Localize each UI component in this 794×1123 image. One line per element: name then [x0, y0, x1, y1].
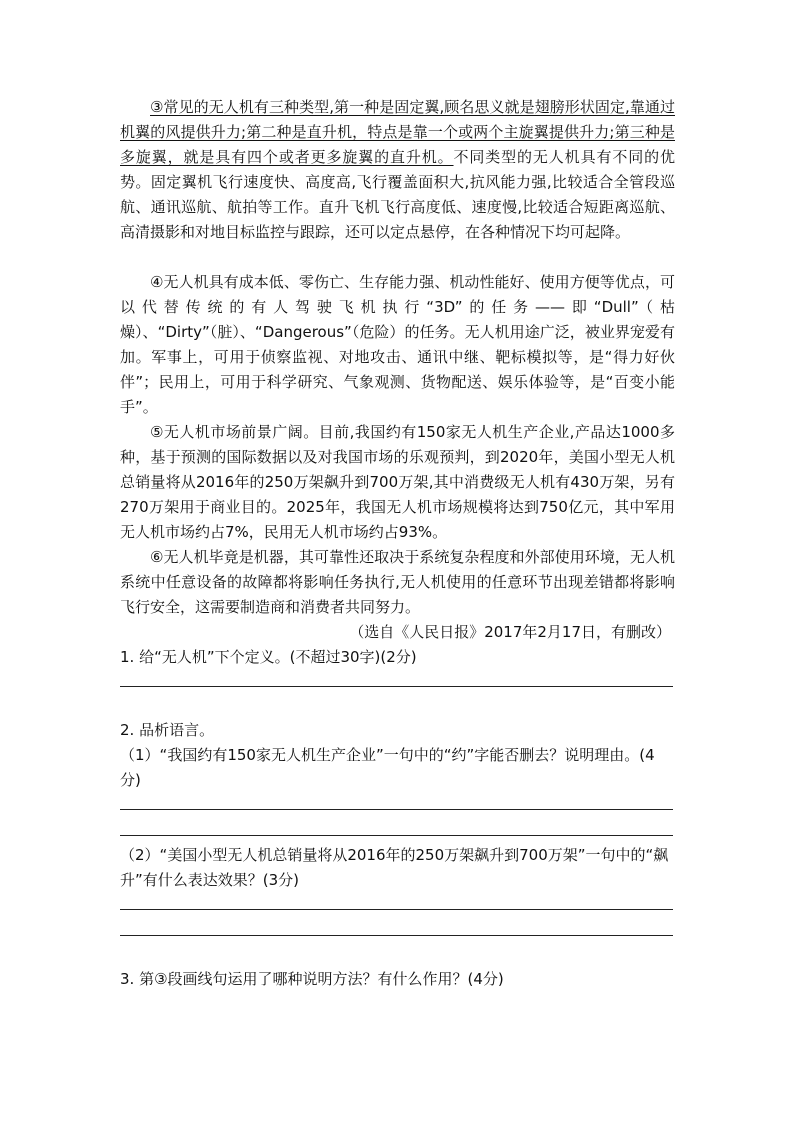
- underlined-sentence: ③常见的无人机有三种类型,第一种是固定翼,顾名思义就是翅膀形状固定,靠通过机翼的风提供升力;第二种是直升机，特点是靠一个或两个主旋翼提供升力;第三种是多旋翼，就是具有四个或者更多旋翼的直升机。: [120, 98, 675, 166]
- paragraph-3: [120, 95, 675, 245]
- answer-line[interactable]: [120, 909, 673, 910]
- question-2-1: （1）“我国约有150家无人机生产企业”一句中的“约”字能否删去？说明理由。(4分): [120, 746, 655, 789]
- question-1: 1. 给“无人机”下个定义。(不超过30字)(2分): [120, 648, 417, 666]
- source-citation: （选自《人民日报》2017年2月17日，有删改）: [349, 623, 671, 641]
- paragraph-3-rest: 不同类型的无人机具有不同的优势。固定翼机飞行速度快、高度高,飞行覆盖面积大,抗风能力强,比较适合全管段巡航、通讯巡航、航拍等工作。直升飞机飞行高度低、速度慢,比较适合短距离巡航、高清摄影和对地目标监控与跟踪，还可以定点悬停，在各种情况下均可起降。: [120, 148, 675, 241]
- question-2-2: （2）“美国小型无人机总销量将从2016年的250万架飙升到700万架”一句中的“飙升”有什么表达效果？(3分): [120, 846, 669, 889]
- paragraph-4: ④无人机具有成本低、零伤亡、生存能力强、机动性能好、使用方便等优点，可以代替传统的有人驾驶飞机执行“3D”的任务——即“Dull”（枯燥）、“Dirty”（脏）、“Dangerous”（危险）的任务。无人机用途广泛，被业界宠爱有加。军事上，可用于侦察监视、对地攻击、通讯中继、靶标模拟等，是“得力好伙伴”；民用上，可用于科学研究、气象观测、货物配送、娱乐体验等，是“百变小能手”。: [120, 273, 675, 416]
- answer-line[interactable]: [120, 809, 673, 810]
- answer-line[interactable]: [120, 835, 673, 836]
- answer-line[interactable]: [120, 935, 673, 936]
- answer-line[interactable]: [120, 686, 673, 687]
- paragraph-5: ⑤无人机市场前景广阔。目前,我国约有150家无人机生产企业,产品达1000多种，基于预测的国际数据以及对我国市场的乐观预判，到2020年，美国小型无人机总销量将从2016年的250万架飙升到700万架,其中消费级无人机有430万架，另有270万架用于商业目的。2025年，我国无人机市场规模将达到750亿元，其中军用无人机市场约占7%，民用无人机市场约占93%。: [120, 423, 675, 541]
- paragraph-6: ⑥无人机毕竟是机器，其可靠性还取决于系统复杂程度和外部使用环境，无人机系统中任意设备的故障都将影响任务执行,无人机使用的任意环节出现差错都将影响飞行安全，这需要制造商和消费者共同努力。: [120, 548, 675, 616]
- question-3: 3. 第③段画线句运用了哪种说明方法？有什么作用？(4分): [120, 970, 504, 988]
- question-2-title: 2. 品析语言。: [120, 721, 215, 739]
